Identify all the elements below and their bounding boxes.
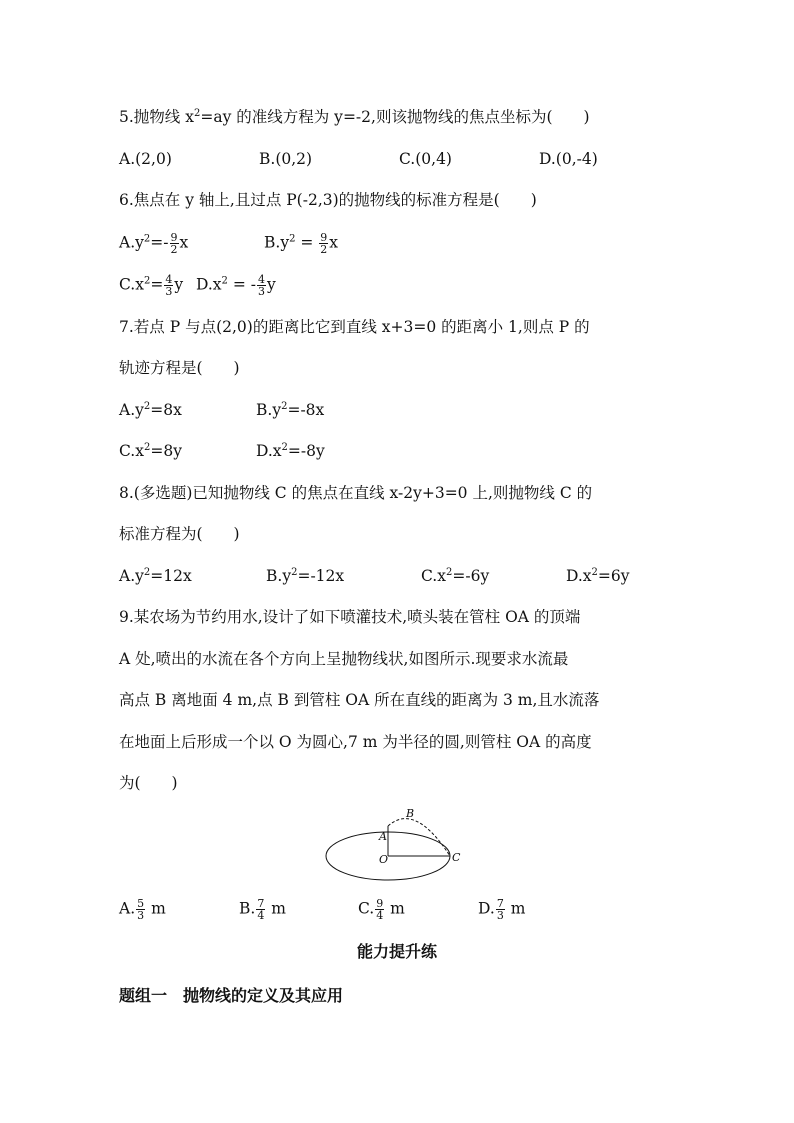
q5-option-a: A.(2,0) <box>119 150 172 168</box>
section-title: 能力提升练 <box>356 942 437 961</box>
q7-option-b: $B.y^2=-8x$ <box>256 401 325 419</box>
fraction: $\frac{4}{3}$ <box>258 273 266 298</box>
q6-option-a: $A.y^2=-$ $\frac{9}{2}$ x <box>119 231 189 256</box>
q6-option-b: $B.y^2$ = $\frac{9}{2}$ x <box>264 231 339 256</box>
q7-option-a: $A.y^2=8x$ <box>119 401 182 419</box>
q7-option-d: $D.x^2=-8y$ <box>256 442 325 460</box>
label-o: O <box>379 853 389 866</box>
q8-stem-line1: 8.(多选题)已知抛物线 C 的焦点在直线 x-2y+3=0 上,则抛物线 C 的 <box>119 484 593 502</box>
q6-stem: 6.焦点在 y 轴上,且过点 P(-2,3)的抛物线的标准方程是( ) <box>119 191 537 209</box>
q5-option-b: B.(0,2) <box>259 150 313 168</box>
q7-option-c: $C.x^2=8y$ <box>119 442 182 460</box>
q9-option-b: B. $\frac{7}{4}$ m <box>239 897 286 922</box>
q8-option-d: $D.x^2=6y$ <box>566 567 630 585</box>
fraction: $\frac{9}{2}$ <box>320 231 328 256</box>
q6-option-c: $C.x^2=$ $\frac{4}{3}$ y <box>119 273 184 298</box>
q8-option-a: $A.y^2=12x$ <box>119 567 192 585</box>
q9-stem-line4: 在地面上后形成一个以 O 为圆心,7 m 为半径的圆,则管柱 OA 的高度 <box>119 733 592 751</box>
q9-option-c: C. $\frac{9}{4}$ m <box>358 897 405 922</box>
fraction: $\frac{7}{3}$ <box>496 897 504 922</box>
q7-stem-line1: 7.若点 P 与点(2,0)的距离比它到直线 x+3=0 的距离小 1,则点 P 的 <box>119 318 590 336</box>
q9-option-d: D. $\frac{7}{3}$ m <box>478 897 526 922</box>
label-a: A <box>379 830 387 843</box>
q8-option-b: $B.y^2=-12x$ <box>266 567 345 585</box>
q8-option-c: $C.x^2=-6y$ <box>421 567 490 585</box>
q9-option-a: A. $\frac{5}{3}$ m <box>119 897 166 922</box>
group-title: 题组一 抛物线的定义及其应用 <box>119 986 344 1005</box>
fraction: $\frac{9}{2}$ <box>170 231 178 256</box>
q9-stem-line2: A 处,喷出的水流在各个方向上呈抛物线状,如图所示.现要求水流最 <box>119 650 569 668</box>
q5-option-d: D.(0,-4) <box>539 150 598 168</box>
q7-stem-line2: 轨迹方程是( ) <box>119 359 240 377</box>
label-b: B <box>406 807 415 820</box>
label-c: C <box>452 851 461 864</box>
q9-stem-line3: 高点 B 离地面 4 m,点 B 到管柱 OA 所在直线的距离为 3 m,且水流落 <box>119 691 600 709</box>
water-parabola <box>388 819 450 856</box>
q5-stem: 5.抛物线 $x^2=ay$ 的准线方程为 y=-2,则该抛物线的焦点坐标为( ) <box>119 108 590 126</box>
fraction: $\frac{7}{4}$ <box>257 897 265 922</box>
fraction: $\frac{5}{3}$ <box>137 897 145 922</box>
q8-stem-line2: 标准方程为( ) <box>119 525 240 543</box>
q9-stem-line5: 为( ) <box>119 774 178 792</box>
fraction: $\frac{9}{4}$ <box>376 897 384 922</box>
q9-stem-line1: 9.某农场为节约用水,设计了如下喷灌技术,喷头装在管柱 OA 的顶端 <box>119 608 581 626</box>
q5-option-c: C.(0,4) <box>399 150 452 168</box>
sprinkler-figure <box>325 800 475 882</box>
fraction: $\frac{4}{3}$ <box>165 273 173 298</box>
q6-option-d: $D.x^2$ = - $\frac{4}{3}$ y <box>196 273 276 298</box>
